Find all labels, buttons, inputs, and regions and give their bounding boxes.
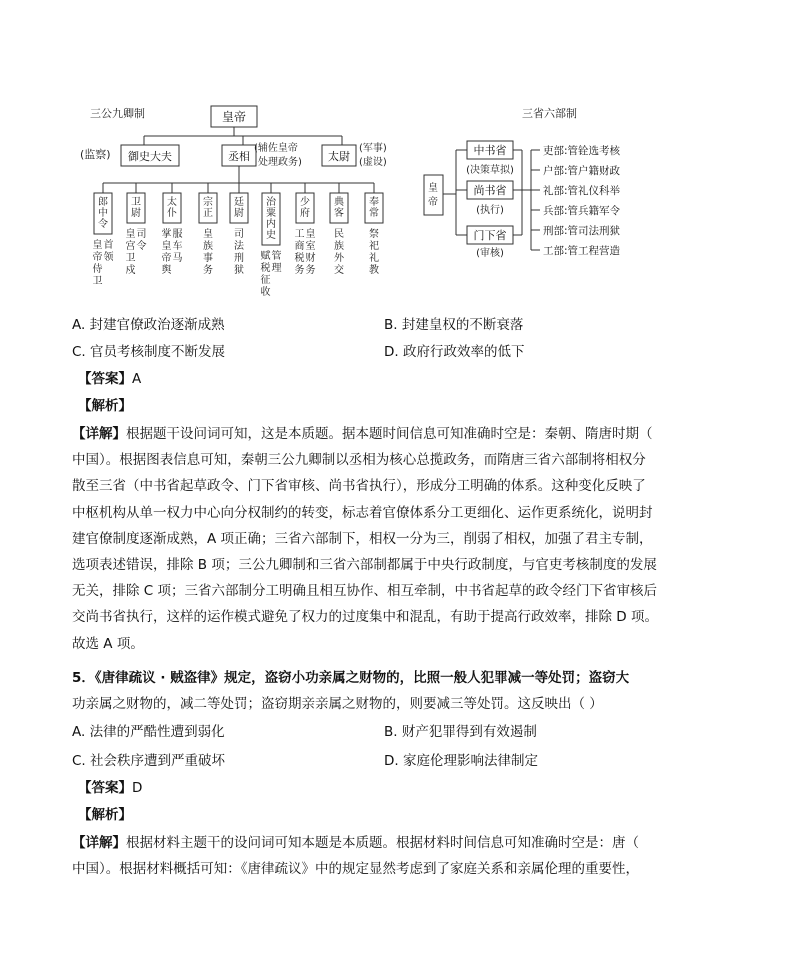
q4-option-d: D. 政府行政效率的低下 xyxy=(384,344,525,360)
minister-duty-char: 司 xyxy=(234,229,244,240)
minister-name-char: 正 xyxy=(203,208,213,219)
minister-duty-char: 工 xyxy=(294,229,305,240)
q4-answer-label: 【答案】 xyxy=(78,371,132,387)
q5-answer xyxy=(78,778,142,798)
q5-option-d: D. 家庭伦理影响法律制定 xyxy=(384,753,538,769)
ministry-item: 吏部:管铨选考核 xyxy=(543,145,621,157)
minister-name-char: 粟 xyxy=(266,208,276,219)
minister-duty-char: 财 xyxy=(305,253,316,264)
minister-duty-char: 祀 xyxy=(369,241,379,252)
ministry-item: 户部:管户籍财政 xyxy=(543,165,621,177)
minister-duty-char: 令 xyxy=(136,241,147,252)
minister-duty-char: 管 xyxy=(271,251,282,262)
taiwei-label: 太尉 xyxy=(328,150,350,163)
minister-9 xyxy=(365,193,383,276)
minister-duty-char: 商 xyxy=(294,241,305,252)
q4-detail-line: 选项表述错误，排除 B 项；三公九卿制和三省六部制都属于中央行政制度，与官吏考核制度的发展 xyxy=(72,557,657,574)
minister-duty-char: 刑 xyxy=(234,253,244,264)
right-diagram-title: 三省六部制 xyxy=(522,107,577,120)
q5-answer-value: D xyxy=(132,780,143,796)
minister-name-char: 太 xyxy=(167,197,177,208)
minister-duty-char: 理 xyxy=(271,263,282,274)
minister-duty-char: 帝 xyxy=(92,252,103,263)
q4-detail-label: 【详解】 xyxy=(72,426,126,442)
minister-duty-char: 族 xyxy=(203,241,213,252)
chancellor-label: 丞相 xyxy=(228,150,250,163)
minister-name-char: 卫 xyxy=(131,197,141,208)
q4-detail-line: 交尚书省执行，这样的运作模式避免了权力的过度集中和混乱，有助于提高行政效率，排除 D 项。 xyxy=(72,609,658,626)
minister-duty-char: 皇 xyxy=(125,229,136,240)
shangshu-note: (执行) xyxy=(476,205,504,216)
q5-analysis-label: 【解析】 xyxy=(78,807,132,823)
minister-duty-char: 法 xyxy=(234,241,244,252)
ministry-item: 工部:管工程营造 xyxy=(543,245,621,257)
taiwei-note-1: (军事) xyxy=(359,143,387,154)
censor-note: (监察) xyxy=(80,148,111,161)
zhongshu-label: 中书省 xyxy=(473,144,507,157)
shangshu-label: 尚书省 xyxy=(473,184,507,197)
q4-detail-line: 中枢机构从单一权力中心向分权制约的转变，标志着官僚体系分工更细化、运作更系统化，说明封 xyxy=(72,504,653,521)
minister-name-char: 廷 xyxy=(234,197,244,208)
minister-4 xyxy=(199,193,217,276)
minister-duty-char: 交 xyxy=(334,265,344,276)
ministry-item: 礼部:管礼仪科举 xyxy=(543,185,621,197)
minister-duty-char: 帝 xyxy=(161,253,172,264)
minister-duty-char: 祭 xyxy=(369,229,379,240)
q5-stem xyxy=(72,665,672,717)
minister-5 xyxy=(230,193,248,276)
q4-option-a: A. 封建官僚政治逐渐成熟 xyxy=(72,317,225,333)
minister-duty-char: 领 xyxy=(103,252,114,263)
chancellor-note-1: (辅佐皇帝 xyxy=(254,143,298,154)
censor-label: 御史大夫 xyxy=(128,150,172,163)
minister-name-char: 常 xyxy=(369,208,379,219)
minister-duty-char: 礼 xyxy=(369,253,379,264)
minister-duty-char: 民 xyxy=(334,229,344,240)
minister-duty-char: 事 xyxy=(203,253,213,264)
q4-answer-value: A xyxy=(132,371,142,387)
minister-name-char: 仆 xyxy=(167,208,177,219)
minister-duty-char: 卫 xyxy=(92,276,103,287)
q4-detail-line: 建官僚制度逐渐成熟，A 项正确；三省六部制下，相权一分为三，削弱了相权，加强了君主专制， xyxy=(72,530,653,547)
minister-8 xyxy=(330,193,348,276)
right-emperor-label-1: 皇 xyxy=(428,183,438,194)
minister-6 xyxy=(261,193,282,298)
minister-name-char: 尉 xyxy=(234,208,244,219)
minister-name-char: 令 xyxy=(98,219,108,230)
right-emperor-box xyxy=(424,175,443,215)
minister-duty-char: 室 xyxy=(305,241,316,252)
minister-name-char: 治 xyxy=(266,197,276,208)
minister-duty-char: 赋 xyxy=(260,251,271,262)
q4-detail xyxy=(72,421,672,657)
minister-3 xyxy=(162,193,183,276)
minister-duty-char: 卫 xyxy=(125,253,136,264)
minister-duty-char: 皇 xyxy=(161,241,172,252)
minister-name-char: 少 xyxy=(300,197,310,208)
q4-detail-line: 散至三省（中书省起草政令、门下省审核、尚书省执行），形成分工明确的体系。这种变化反映了 xyxy=(72,478,646,495)
ministry-item: 刑部:管司法刑狱 xyxy=(543,225,621,237)
minister-duty-char: 务 xyxy=(203,265,213,276)
chancellor-note-2: 处理政务) xyxy=(258,157,302,168)
q4-option-c: C. 官员考核制度不断发展 xyxy=(72,344,226,360)
q5-stem-line: 功亲属之财物的，减二等处罚；盗窃期亲亲属之财物的，则要减三等处罚。这反映出（ ） xyxy=(72,696,603,713)
q5-option-a: A. 法律的严酷性遭到弱化 xyxy=(72,724,225,740)
institution-diagram xyxy=(0,0,793,310)
minister-duty-char: 舆 xyxy=(161,265,172,276)
q5-detail xyxy=(72,830,672,882)
menxia-label: 门下省 xyxy=(473,229,507,242)
q5-answer-label: 【答案】 xyxy=(78,780,132,796)
minister-duty-char: 皇 xyxy=(92,240,103,251)
minister-name-char: 奉 xyxy=(369,197,379,208)
minister-duty-char: 首 xyxy=(103,240,114,251)
q4-option-b: B. 封建皇权的不断衰落 xyxy=(384,317,524,333)
minister-duty-char: 车 xyxy=(172,241,183,252)
q4-analysis-label: 【解析】 xyxy=(78,398,132,414)
minister-name-char: 府 xyxy=(300,208,310,219)
zhongshu-note: (决策草拟) xyxy=(466,165,514,176)
minister-name-char: 宗 xyxy=(203,197,213,208)
q5-option-c: C. 社会秩序遭到严重破坏 xyxy=(72,753,226,769)
q4-detail-line: 中国）。根据图表信息可知，秦朝三公九卿制以丞相为核心总揽政务，而隋唐三省六部制将相权分 xyxy=(72,452,646,469)
minister-7 xyxy=(295,193,316,276)
q4-detail-line: 无关，排除 C 项；三省六部制分工明确且相互协作、相互牵制，中书省起草的政令经门下省审核后 xyxy=(72,583,658,600)
minister-duty-char: 侍 xyxy=(92,264,103,275)
taiwei-note-2: (虚设) xyxy=(359,157,387,168)
minister-duty-char: 族 xyxy=(334,241,344,252)
q4-detail-line: 故选 A 项。 xyxy=(72,635,144,652)
minister-name-char: 典 xyxy=(334,197,344,208)
minister-duty-char: 教 xyxy=(369,265,379,276)
q5-option-b: B. 财产犯罪得到有效遏制 xyxy=(384,724,537,740)
q4-detail-line: 根据题干设问词可知，这是本质题。据本题时间信息可知准确时空是：秦朝、隋唐时期（ xyxy=(126,426,653,442)
minister-duty-char: 皇 xyxy=(305,229,316,240)
q5-detail-line: 根据材料主题干的设问词可知本题是本质题。根据材料时间信息可知准确时空是：唐（ xyxy=(126,835,639,851)
minister-name-char: 内 xyxy=(266,219,276,230)
ministry-item: 兵部:管兵籍军令 xyxy=(543,205,621,217)
minister-duty-char: 戍 xyxy=(125,265,136,276)
q5-detail-line: 中国）。根据材料概括可知：《唐律疏议》中的规定显然考虑到了家庭关系和亲属伦理的重要性， xyxy=(72,861,639,878)
minister-duty-char: 征 xyxy=(260,275,271,286)
minister-duty-char: 务 xyxy=(294,265,305,276)
minister-duty-char: 掌 xyxy=(161,229,172,240)
q5-detail-label: 【详解】 xyxy=(72,835,126,851)
minister-duty-char: 务 xyxy=(305,265,316,276)
q4-answer xyxy=(78,369,141,389)
q5-stem-line: 5．《唐律疏议 · 贼盗律》规定，盗窃小功亲属之财物的，比照一般人犯罪减一等处罚；盗窃大 xyxy=(72,670,630,686)
minister-duty-char: 税 xyxy=(294,253,305,264)
minister-duty-char: 宫 xyxy=(125,241,136,252)
minister-name-char: 中 xyxy=(98,208,108,219)
minister-duty-char: 皇 xyxy=(203,229,213,240)
minister-name-char: 尉 xyxy=(131,208,141,219)
minister-duty-char: 收 xyxy=(260,287,271,298)
minister-duty-char: 外 xyxy=(334,253,344,264)
menxia-note: (审核) xyxy=(476,248,504,259)
right-emperor-label-2: 帝 xyxy=(428,197,438,208)
minister-duty-char: 司 xyxy=(136,229,147,240)
minister-duty-char: 狱 xyxy=(234,265,244,276)
minister-2 xyxy=(126,193,147,276)
minister-1 xyxy=(93,193,115,287)
minister-duty-char: 税 xyxy=(260,263,271,274)
minister-name-char: 郎 xyxy=(98,197,108,208)
minister-duty-char: 马 xyxy=(172,253,183,264)
minister-name-char: 客 xyxy=(334,208,344,219)
minister-name-char: 史 xyxy=(266,230,276,241)
left-emperor-label: 皇帝 xyxy=(221,110,247,124)
minister-duty-char: 服 xyxy=(172,229,183,240)
left-diagram-title: 三公九卿制 xyxy=(90,107,145,120)
